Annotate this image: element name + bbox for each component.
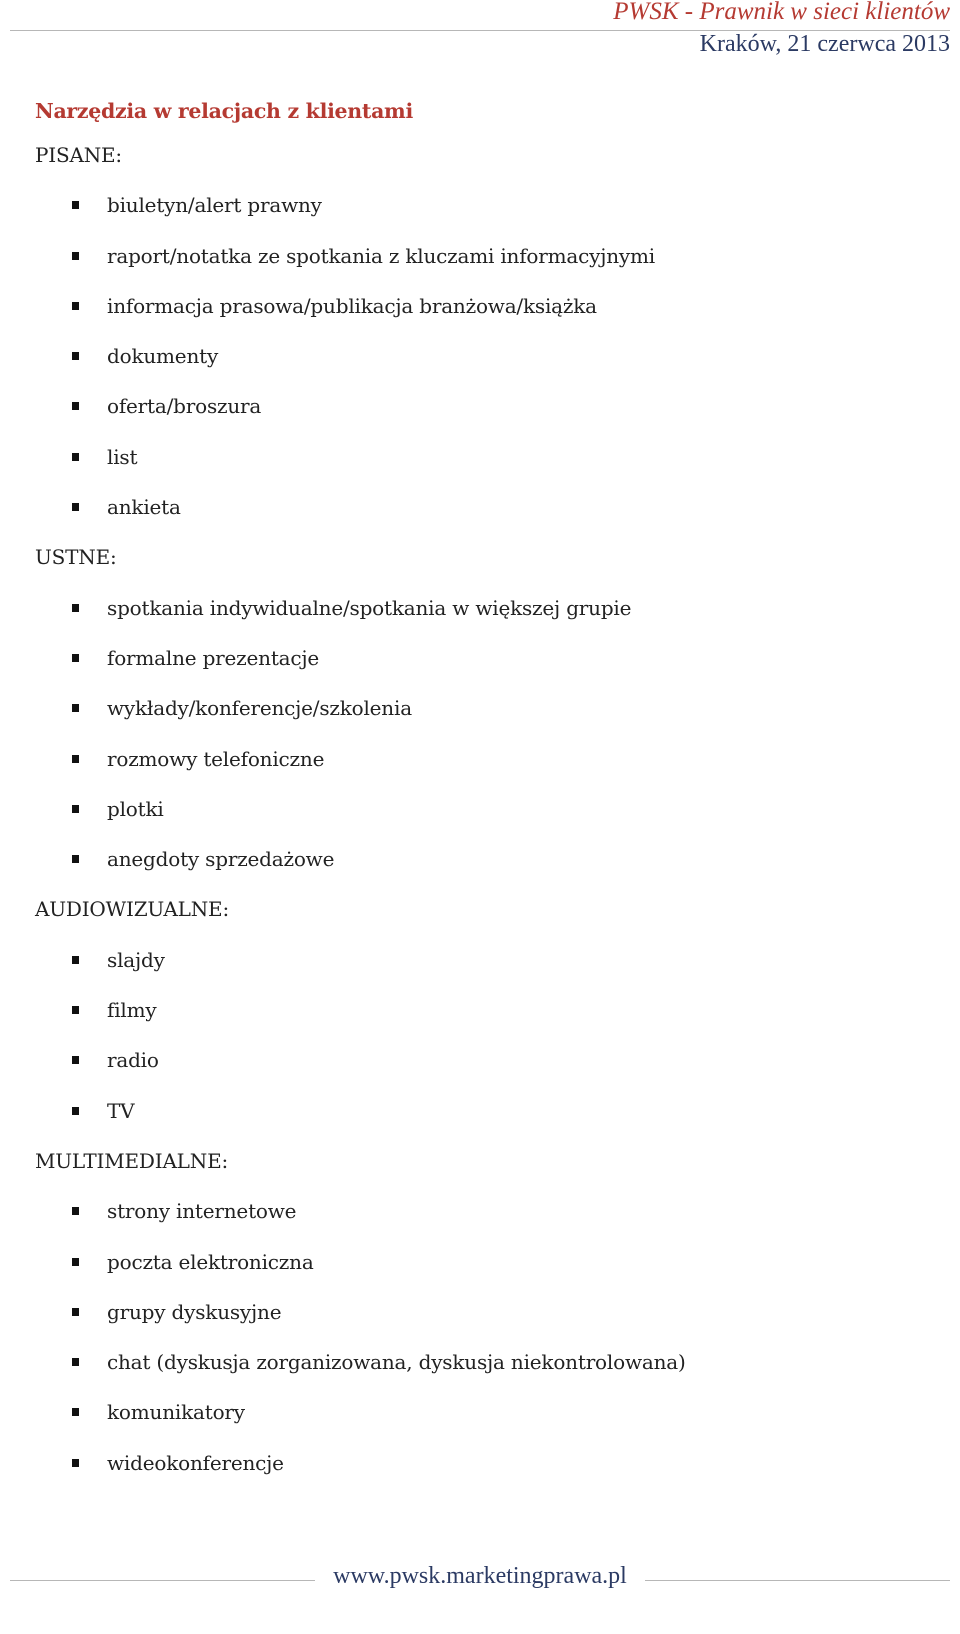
list-item-text: raport/notatka ze spotkania z kluczami informacyjnymi (107, 243, 655, 268)
section-heading: AUDIOWIZUALNE: (35, 897, 229, 922)
bullet-list (35, 1198, 920, 1500)
list-item-text: grupy dyskusyjne (107, 1299, 282, 1324)
list-item-text: spotkania indywidualne/spotkania w większej grupie (107, 595, 632, 620)
square-bullet-icon (72, 1308, 79, 1316)
square-bullet-icon (72, 252, 79, 260)
list-item (35, 1450, 920, 1500)
section (35, 896, 920, 1147)
list-item-text: list (107, 444, 138, 469)
bullet-list (35, 947, 920, 1148)
square-bullet-icon (72, 1258, 79, 1266)
square-bullet-icon (72, 805, 79, 813)
list-item (35, 595, 920, 645)
list-item (35, 1098, 920, 1148)
list-item (35, 695, 920, 745)
list-item (35, 1349, 920, 1399)
list-item-text: plotki (107, 796, 164, 821)
square-bullet-icon (72, 1056, 79, 1064)
square-bullet-icon (72, 201, 79, 209)
list-item (35, 444, 920, 494)
header-date: Kraków, 21 czerwca 2013 (699, 31, 950, 57)
document-body (35, 93, 920, 1500)
list-item (35, 645, 920, 695)
list-item (35, 393, 920, 443)
list-item-text: poczta elektroniczna (107, 1249, 314, 1274)
header-title: PWSK - Prawnik w sieci klientów (613, 0, 950, 25)
section (35, 142, 920, 544)
square-bullet-icon (72, 1107, 79, 1115)
document-title: Narzędzia w relacjach z klientami (35, 99, 413, 123)
list-item (35, 846, 920, 896)
list-item-text: formalne prezentacje (107, 645, 320, 670)
list-item (35, 796, 920, 846)
square-bullet-icon (72, 402, 79, 410)
list-item-text: oferta/broszura (107, 394, 262, 419)
section-heading: MULTIMEDIALNE: (35, 1148, 229, 1173)
square-bullet-icon (72, 604, 79, 612)
list-item (35, 997, 920, 1047)
list-item-text: filmy (107, 998, 157, 1023)
section-heading: USTNE: (35, 545, 117, 570)
square-bullet-icon (72, 302, 79, 310)
list-item-text: wideokonferencje (107, 1450, 284, 1475)
list-item (35, 1047, 920, 1097)
square-bullet-icon (72, 503, 79, 511)
list-item-text: rozmowy telefoniczne (107, 746, 325, 771)
section-heading: PISANE: (35, 143, 122, 167)
square-bullet-icon (72, 1358, 79, 1366)
list-item (35, 746, 920, 796)
section (35, 1148, 920, 1500)
square-bullet-icon (72, 1408, 79, 1416)
list-item (35, 1249, 920, 1299)
list-item-text: strony internetowe (107, 1199, 297, 1224)
bullet-list (35, 192, 920, 544)
bullet-list (35, 595, 920, 897)
list-item-text: radio (107, 1048, 159, 1073)
list-item-text: anegdoty sprzedażowe (107, 847, 335, 872)
section (35, 544, 920, 896)
list-item-text: wykłady/konferencje/szkolenia (107, 696, 412, 721)
list-item-text: ankieta (107, 495, 181, 520)
square-bullet-icon (72, 1006, 79, 1014)
list-item-text: dokumenty (107, 344, 219, 369)
list-item-text: chat (dyskusja zorganizowana, dyskusja niekontrolowana) (107, 1350, 686, 1375)
list-item (35, 947, 920, 997)
list-item (35, 1198, 920, 1248)
footer-divider-right (645, 1580, 950, 1581)
list-item-text: informacja prasowa/publikacja branżowa/książka (107, 293, 597, 318)
list-item (35, 243, 920, 293)
list-item (35, 343, 920, 393)
list-item (35, 1299, 920, 1349)
square-bullet-icon (72, 1207, 79, 1215)
square-bullet-icon (72, 352, 79, 360)
footer-url: www.pwsk.marketingprawa.pl (333, 1563, 627, 1589)
list-item (35, 192, 920, 242)
square-bullet-icon (72, 704, 79, 712)
list-item (35, 293, 920, 343)
square-bullet-icon (72, 654, 79, 662)
list-item-text: biuletyn/alert prawny (107, 193, 322, 218)
list-item-text: TV (107, 1098, 135, 1123)
square-bullet-icon (72, 855, 79, 863)
list-item-text: komunikatory (107, 1400, 245, 1425)
square-bullet-icon (72, 1459, 79, 1467)
list-item-text: slajdy (107, 947, 165, 972)
square-bullet-icon (72, 755, 79, 763)
sections-container (35, 142, 920, 1500)
square-bullet-icon (72, 453, 79, 461)
list-item (35, 494, 920, 544)
list-item (35, 1399, 920, 1449)
square-bullet-icon (72, 956, 79, 964)
